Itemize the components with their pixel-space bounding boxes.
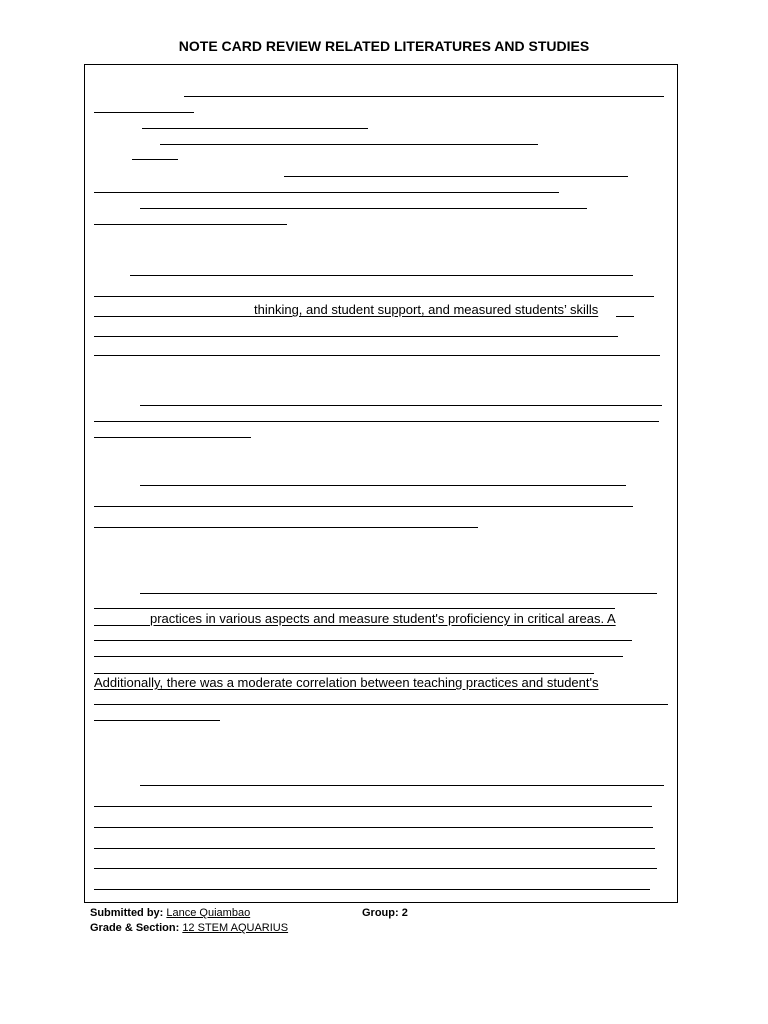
body-text-line: Additionally, there was a moderate correlation between teaching practices and student's	[94, 675, 599, 690]
rule-line	[140, 485, 626, 486]
rule-line	[130, 275, 633, 276]
rule-line	[160, 144, 538, 145]
rule-line	[94, 192, 559, 193]
note-card-frame	[84, 64, 678, 903]
grade-section-value: 12 STEM AQUARIUS	[182, 922, 289, 934]
body-text-line: practices in various aspects and measure student's proficiency in critical areas. A	[150, 611, 616, 626]
rule-line	[94, 336, 618, 337]
page-title: NOTE CARD REVIEW RELATED LITERATURES AND STUDIES	[178, 38, 590, 54]
rule-line	[94, 625, 150, 626]
group-value: 2	[401, 907, 408, 919]
rule-line	[94, 806, 652, 807]
rule-line	[94, 355, 660, 356]
submitted-by	[90, 906, 250, 920]
rule-line	[94, 640, 632, 641]
rule-line	[140, 208, 587, 209]
rule-line	[94, 527, 478, 528]
group-label: Group:	[362, 907, 399, 919]
rule-line	[94, 827, 653, 828]
rule-line	[140, 593, 657, 594]
rule-line	[94, 112, 194, 113]
rule-line	[184, 96, 664, 97]
rule-line	[94, 889, 650, 890]
rule-line	[140, 785, 664, 786]
rule-line	[94, 296, 654, 297]
rule-line	[132, 159, 178, 160]
rule-line	[94, 421, 659, 422]
rule-line	[94, 316, 254, 317]
rule-line	[94, 868, 657, 869]
rule-line	[284, 176, 628, 177]
grade-section-label: Grade & Section:	[90, 922, 180, 934]
rule-line	[142, 128, 368, 129]
submitted-by-value: Lance Quiambao	[166, 907, 251, 919]
rule-line	[140, 405, 662, 406]
submitted-by-label: Submitted by:	[90, 907, 164, 919]
body-text-line: thinking, and student support, and measured students’ skills	[254, 302, 599, 317]
rule-line	[94, 224, 287, 225]
rule-line	[94, 437, 251, 438]
rule-line	[94, 506, 633, 507]
rule-line	[94, 720, 220, 721]
rule-line	[94, 656, 623, 657]
rule-line	[94, 848, 655, 849]
rule-line	[94, 673, 594, 674]
grade-section	[90, 921, 288, 935]
rule-line	[94, 704, 668, 705]
rule-line	[94, 608, 615, 609]
rule-line	[616, 316, 634, 317]
group	[362, 906, 408, 920]
